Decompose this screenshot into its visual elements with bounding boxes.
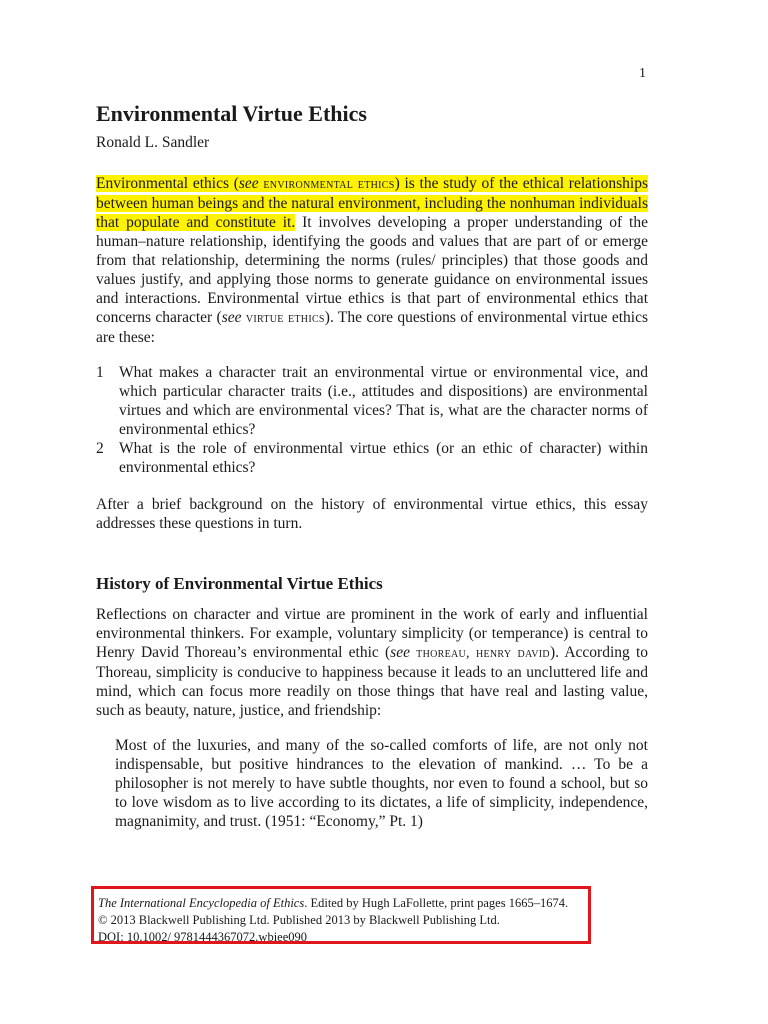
after-list-paragraph: After a brief background on the history of environmental virtue ethics, this essay addresses these questions in turn. [96, 496, 648, 532]
footer-copyright: © 2013 Blackwell Publishing Ltd. Published 2013 by Blackwell Publishing Ltd. [98, 913, 500, 927]
citation-footer [91, 886, 591, 944]
list-item [96, 363, 648, 439]
list-item [96, 439, 648, 477]
block-quote: Most of the luxuries, and many of the so-called comforts of life, are not only not indispensable, but positive hindrances to the elevation of mankind. … To be a philosopher is not merely to have subtle thoughts, nor even to found a school, but so to love wisdom as to live according to its dictates, a life of simplicity, independence, magnanimity, and trust. (1951: “Economy,” Pt. 1) [115, 737, 648, 830]
cross-reference: virtue ethics [245, 311, 325, 326]
page-number: 1 [639, 66, 646, 81]
list-text: What is the role of environmental virtue ethics (or an ethic of character) within environmental ethics? [119, 440, 648, 476]
footer-doi: DOI: 10.1002/ 9781444367072.wbiee090 [98, 930, 308, 944]
list-text: What makes a character trait an environmental virtue or environmental vice, and which particular character traits (i.e., attitudes and dispositions) are environmental virtues and which are environmental vices? That is, what are the character norms of environmental ethics? [119, 364, 648, 438]
history-paragraph: Reflections on character and virtue are prominent in the work of early and influential environmental thinkers. For example, voluntary simplicity (or temperance) is central to Henry David Thoreau’s environmental ethic (see thoreau, henry david). According to Thoreau, simplicity is conducive to happiness because it leads to an uncluttered life and mind, which can focus more readily on those things that have real and lasting value, such as beauty, nature, justice, and friendship: [96, 606, 649, 719]
footer-source: The International Encyclopedia of Ethics. Edited by Hugh LaFollette, print pages 1665–1674. [98, 896, 569, 910]
list-number: 1 [96, 364, 104, 381]
questions-list [96, 363, 648, 477]
article-title: Environmental Virtue Ethics [96, 101, 367, 126]
section-heading: History of Environmental Virtue Ethics [96, 574, 383, 593]
article-author: Ronald L. Sandler [96, 134, 210, 151]
encyclopedia-title: The International Encyclopedia of Ethics [98, 896, 305, 910]
list-number: 2 [96, 440, 104, 457]
cross-reference: thoreau, henry david [416, 646, 550, 661]
article-body [96, 96, 648, 831]
intro-paragraph: Environmental ethics (see environmental ethics) is the study of the ethical relationships between human beings and the natural environment, including the nonhuman individuals that populate and constitute it. It involves developing a proper understanding of the human–nature relationship, identifying the goods and values that are part of or emerge from that relationship, determining the norms (rules/ principles) that those goods and values justify, and applying those norms to generate guidance on environmental issues and interactions. Environmental virtue ethics is that part of environmental ethics that concerns character (see virtue ethics). The core questions of environmental virtue ethics are these: [96, 175, 649, 346]
highlighted-text: Environmental ethics (see environmental ethics) is the study of the ethical relationships between human beings and the natural environment, including the nonhuman individuals that populate and constitute it. [96, 175, 649, 231]
